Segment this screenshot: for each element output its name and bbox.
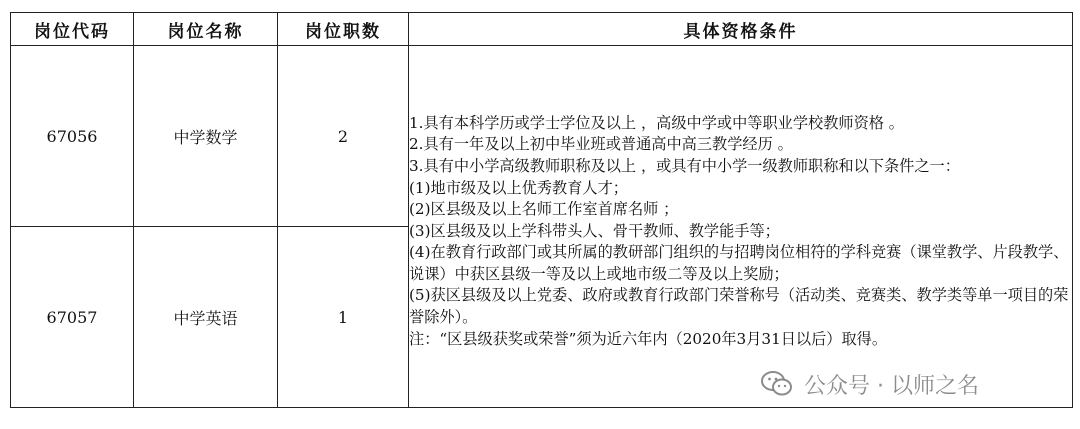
- requirement-item: (2)区县级及以上名师工作室首席名师 ；: [409, 200, 679, 219]
- requirement-note: 注：“区县级获奖或荣誉”须为近六年内（2020年3月31日以后）取得。: [409, 329, 888, 348]
- recruitment-table: [10, 12, 1073, 408]
- header-position-code: 岗位代码: [11, 13, 134, 46]
- requirement-item: (5)获区县级及以上党委、政府或教育行政部门荣誉称号（活动类、竞赛类、教学类等单一项目的荣誉除外）。: [409, 286, 1069, 327]
- requirement-item: (3)区县级及以上学科带头人、骨干教师、教学能手等；: [409, 221, 780, 240]
- position-count: 2: [278, 46, 409, 227]
- table-header-row: [11, 13, 1073, 46]
- requirement-item: 3.具有中小学高级教师职称及以上 ，或具有中小学一级教师职称和以下条件之一：: [409, 156, 960, 175]
- table-row: [11, 46, 1073, 227]
- position-code: 67056: [11, 46, 134, 227]
- header-position-name: 岗位名称: [134, 13, 278, 46]
- qualifications-list: [409, 103, 1072, 351]
- position-name: 中学数学: [134, 46, 278, 227]
- position-count: 1: [278, 227, 409, 408]
- header-qualifications: 具体资格条件: [409, 13, 1073, 46]
- wechat-icon: [760, 369, 794, 399]
- header-position-count: 岗位职数: [278, 13, 409, 46]
- position-name: 中学英语: [134, 227, 278, 408]
- position-code: 67057: [11, 227, 134, 408]
- watermark-text: 公众号 · 以师之名: [804, 373, 979, 399]
- requirement-item: 2.具有一年及以上初中毕业班或普通高中高三教学经历 。: [409, 135, 793, 154]
- watermark: [760, 364, 1060, 404]
- qualifications-cell: [409, 46, 1073, 408]
- requirement-item: (4)在教育行政部门或其所属的教研部门组织的与招聘岗位相符的学科竞赛（课堂教学、片段教学、说课）中获区县级一等及以上或地市级二等及以上奖励；: [409, 243, 1069, 283]
- requirement-item: 1.具有本科学历或学士学位及以上 ，高级中学或中等职业学校教师资格 。: [409, 113, 904, 132]
- requirement-item: (1)地市级及以上优秀教育人才；: [409, 178, 628, 197]
